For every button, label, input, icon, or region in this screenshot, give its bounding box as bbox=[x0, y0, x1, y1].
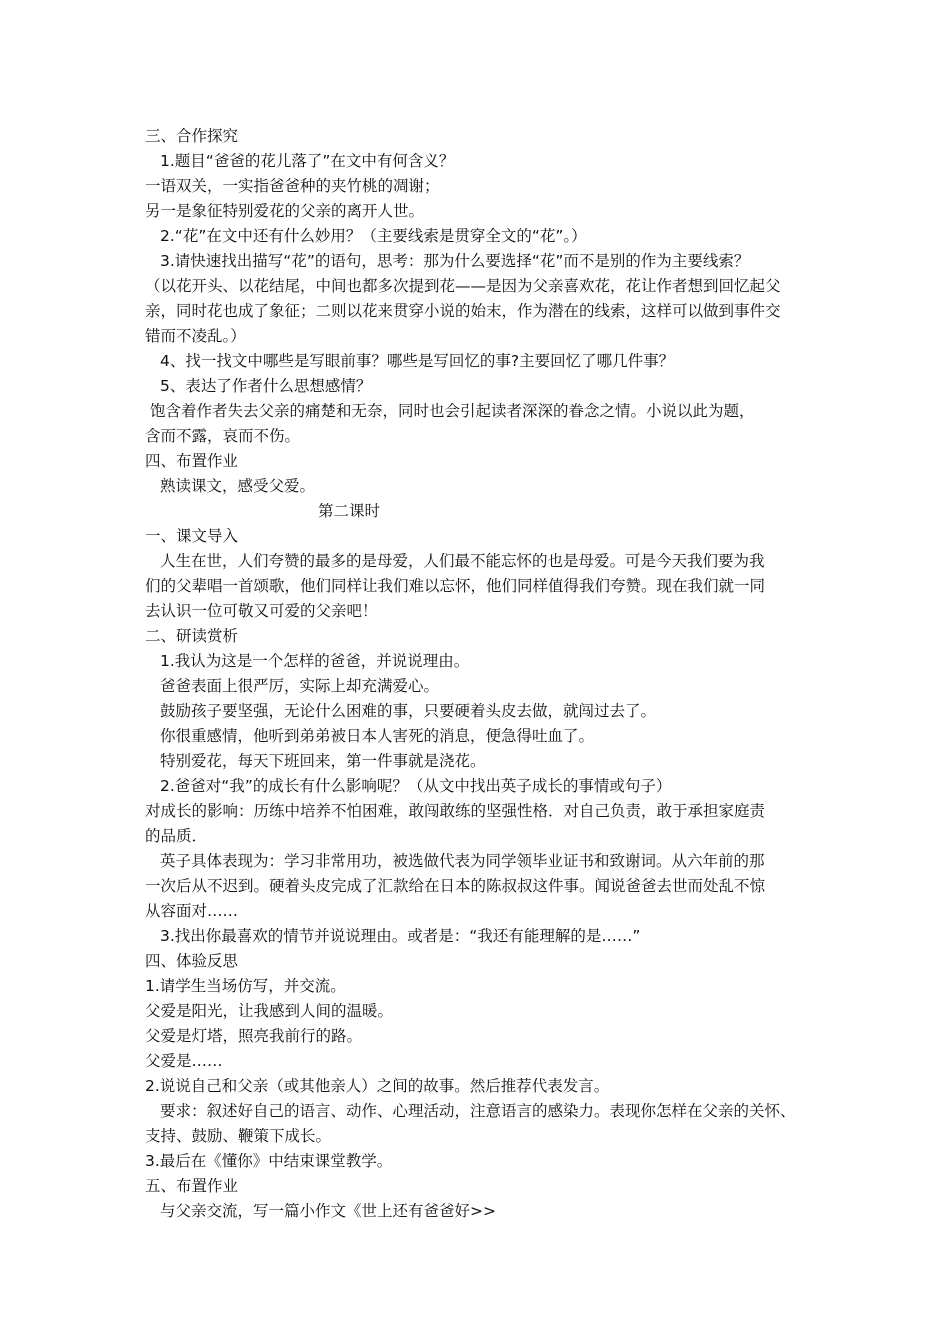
answer-line: 一次后从不迟到。硬着头皮完成了汇款给在日本的陈叔叔这件事。闻说爸爸去世而处乱不惊 bbox=[145, 877, 766, 895]
answer-line: 错而不凌乱。） bbox=[145, 327, 246, 345]
question-5: 5、表达了作者什么思想感情？ bbox=[160, 377, 372, 395]
reflection-item-2: 2.说说自己和父亲（或其他亲人）之间的故事。然后推荐代表发言。 bbox=[145, 1077, 610, 1095]
heading-homework-2: 五、布置作业 bbox=[145, 1177, 239, 1195]
answer-line: 亲，同时花也成了象征；二则以花来贯穿小说的始末，作为潜在的线索，这样可以做到事件交 bbox=[145, 302, 781, 320]
answer-line: 含而不露，哀而不伤。 bbox=[145, 427, 301, 445]
analysis-question-1: 1.我认为这是一个怎样的爸爸，并说说理由。 bbox=[160, 652, 470, 670]
requirement-line: 要求：叙述好自己的语言、动作、心理活动，注意语言的感染力。表现你怎样在父亲的关怀、 bbox=[160, 1102, 796, 1120]
homework-line: 与父亲交流，写一篇小作文《世上还有爸爸好>> bbox=[160, 1202, 496, 1220]
answer-line: 特别爱花，每天下班回来，第一件事就是浇花。 bbox=[160, 752, 486, 770]
heading-cooperative-inquiry: 三、合作探究 bbox=[145, 127, 239, 145]
question-4: 4、找一找文中哪些是写眼前事？哪些是写回忆的事?主要回忆了哪几件事？ bbox=[160, 352, 675, 370]
answer-line: （以花开头、以花结尾，中间也都多次提到花——是因为父亲喜欢花，花让作者想到回忆起父 bbox=[145, 277, 781, 295]
heading-reflection: 四、体验反思 bbox=[145, 952, 239, 970]
answer-line: 对成长的影响：历练中培养不怕困难，敢闯敢练的坚强性格．对自己负责，敢于承担家庭责 bbox=[145, 802, 766, 820]
paragraph-line: 人生在世，人们夸赞的最多的是母爱，人们最不能忘怀的也是母爱。可是今天我们要为我 bbox=[160, 552, 765, 570]
example-line: 父爱是阳光，让我感到人间的温暖。 bbox=[145, 1002, 394, 1020]
answer-line: 爸爸表面上很严厉，实际上却充满爱心。 bbox=[160, 677, 440, 695]
reflection-item-1: 1.请学生当场仿写，并交流。 bbox=[145, 977, 346, 995]
example-line: 父爱是灯塔，照亮我前行的路。 bbox=[145, 1027, 363, 1045]
paragraph-line: 去认识一位可敬又可爱的父亲吧！ bbox=[145, 602, 378, 620]
heading-analysis: 二、研读赏析 bbox=[145, 627, 239, 645]
question-3: 3.请快速找出描写“花”的语句，思考：那为什么要选择“花”而不是别的作为主要线索？ bbox=[160, 252, 750, 270]
question-1: 1.题目“爸爸的花儿落了”在文中有何含义？ bbox=[160, 152, 455, 170]
section-title-second-lesson: 第二课时 bbox=[318, 502, 381, 520]
analysis-question-2: 2.爸爸对“我”的成长有什么影响呢？（从文中找出英子成长的事情或句子） bbox=[160, 777, 672, 795]
answer-line: 英子具体表现为：学习非常用功，被选做代表为同学领毕业证书和致谢词。从六年前的那 bbox=[160, 852, 765, 870]
question-2: 2.“花”在文中还有什么妙用？（主要线索是贯穿全文的“花”。） bbox=[160, 227, 587, 245]
analysis-question-3: 3.找出你最喜欢的情节并说说理由。或者是：“我还有能理解的是……” bbox=[160, 927, 641, 945]
answer-line: 鼓励孩子要坚强，无论什么困难的事，只要硬着头皮去做，就闯过去了。 bbox=[160, 702, 657, 720]
answer-line: 你很重感情，他听到弟弟被日本人害死的消息，便急得吐血了。 bbox=[160, 727, 595, 745]
heading-homework: 四、布置作业 bbox=[145, 452, 239, 470]
answer-line: 饱含着作者失去父亲的痛楚和无奈，同时也会引起读者深深的眷念之情。小说以此为题， bbox=[150, 402, 755, 420]
answer-line: 从容面对…… bbox=[145, 902, 239, 920]
paragraph-line: 们的父辈唱一首颂歌，他们同样让我们难以忘怀，他们同样值得我们夸赞。现在我们就一同 bbox=[145, 577, 766, 595]
homework-line: 熟读课文，感受父爱。 bbox=[160, 477, 316, 495]
answer-line: 另一是象征特别爱花的父亲的离开人世。 bbox=[145, 202, 425, 220]
answer-line: 的品质． bbox=[145, 827, 208, 845]
requirement-line: 支持、鼓励、鞭策下成长。 bbox=[145, 1127, 332, 1145]
example-line: 父爱是…… bbox=[145, 1052, 223, 1070]
heading-introduction: 一、课文导入 bbox=[145, 527, 239, 545]
answer-line: 一语双关，一实指爸爸种的夹竹桃的凋谢； bbox=[145, 177, 440, 195]
reflection-item-3: 3.最后在《懂你》中结束课堂教学。 bbox=[145, 1152, 393, 1170]
